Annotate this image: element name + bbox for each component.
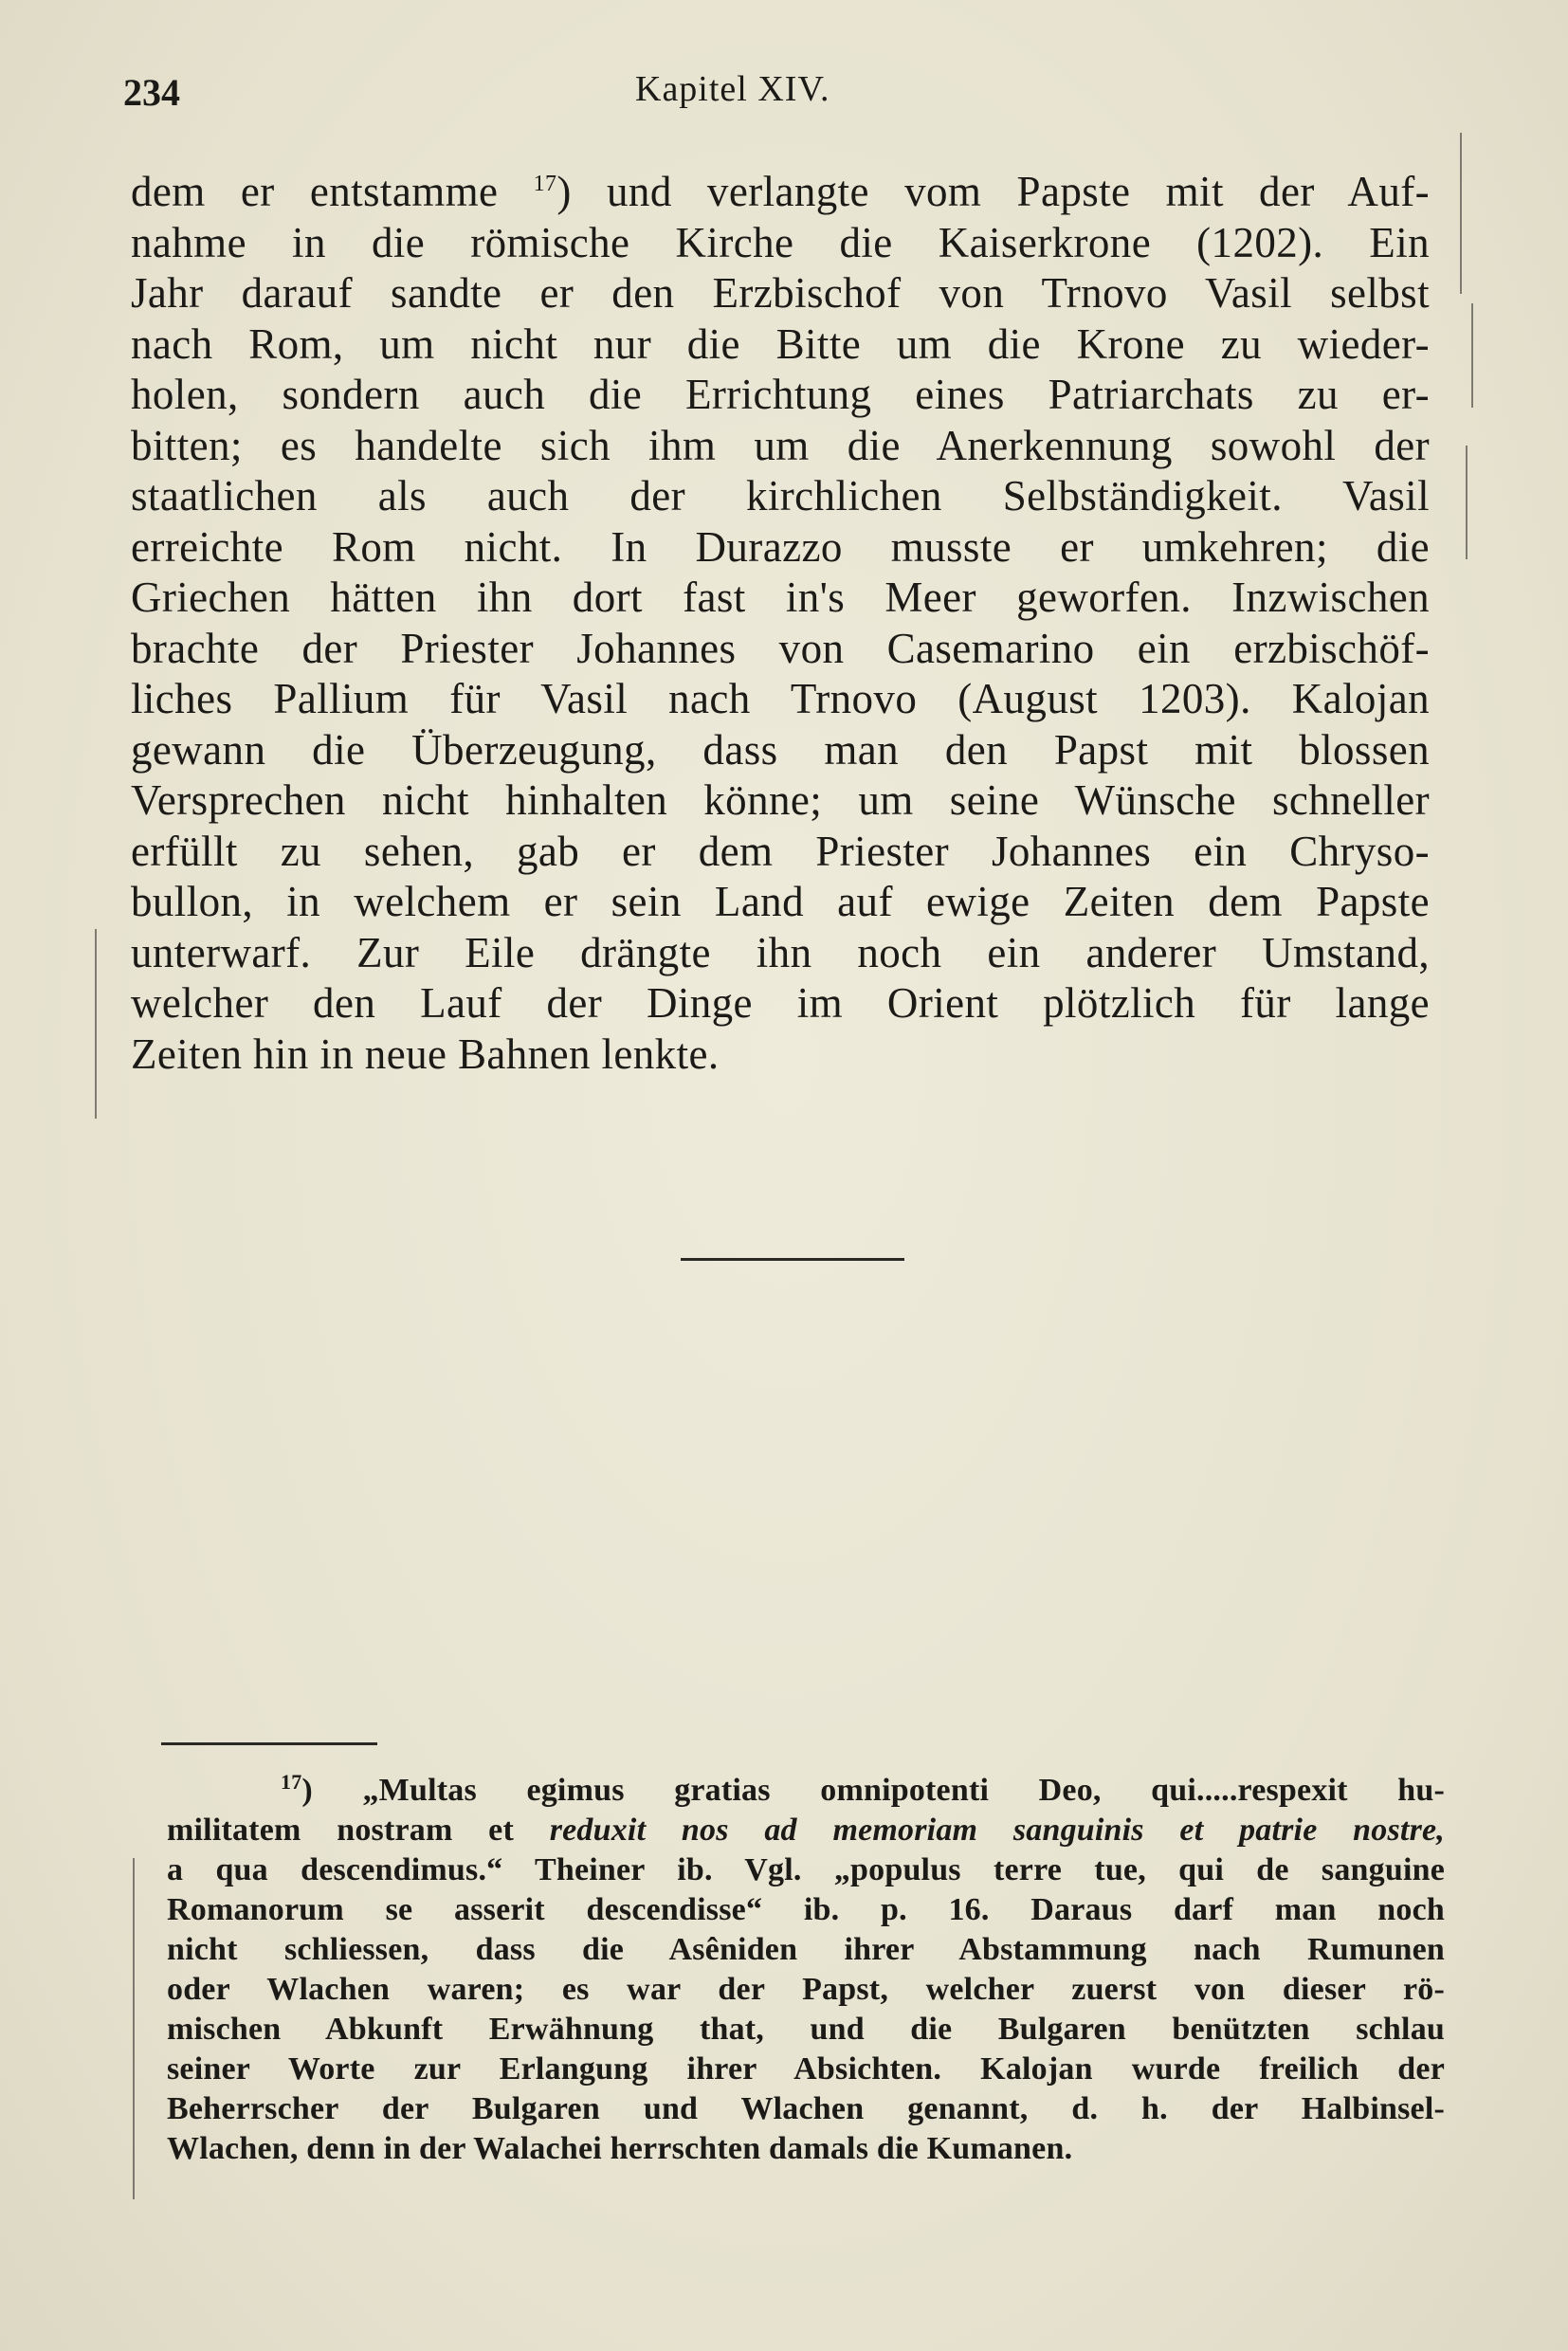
footnote-line: mischen Abkunft Erwähnung that, und die Bulgaren benützten schlau [167, 2012, 1445, 2047]
footnote-line: Romanorum se asserit descendisse“ ib. p. 16. Daraus darf man noch [167, 1892, 1445, 1927]
text-line: unterwarf. Zur Eile drängte ihn noch ein anderer Umstand, [131, 928, 1430, 976]
text-line: Zeiten hin in neue Bahnen lenkte. [131, 1030, 720, 1078]
section-divider [681, 1258, 904, 1261]
text-line: nahme in die römische Kirche die Kaiserkrone (1202). Ein [131, 218, 1430, 266]
scan-edge-mark [95, 929, 97, 1119]
page-number: 234 [123, 71, 180, 114]
scan-edge-mark [1460, 133, 1462, 294]
footnote-divider [161, 1742, 377, 1745]
text-line: erfüllt zu sehen, gab er dem Priester Johannes ein Chryso- [131, 827, 1430, 875]
text-line: bullon, in welchem er sein Land auf ewige Zeiten dem Papste [131, 878, 1430, 925]
footnote-line: Beherrscher der Bulgaren und Wlachen genannt, d. h. der Halbinsel- [167, 2091, 1445, 2126]
page-header [123, 57, 1479, 133]
running-title: Kapitel XIV. [635, 69, 830, 109]
footnote-marker: 17 [281, 1770, 302, 1794]
text-line: dem er entstamme $^{17}$) und verlangte vom Papste mit der Auf- [131, 168, 1431, 215]
text-line: Versprechen nicht hinhalten könne; um seine Wünsche schneller [131, 776, 1430, 824]
footnote-line: militatem nostram et reduxit nos ad memoriam sanguinis et patrie nostre, [167, 1813, 1445, 1848]
main-text [131, 167, 1430, 1080]
footnote-reference: 17 [533, 172, 557, 196]
text-line: holen, sondern auch die Errichtung eines Patriarchats zu er- [131, 371, 1430, 418]
text-line: brachte der Priester Johannes von Casemarino ein erzbischöf- [131, 624, 1430, 672]
scan-edge-mark [1466, 446, 1468, 559]
text-line: liches Pallium für Vasil nach Trnovo (August 1203). Kalojan [131, 675, 1430, 722]
text-line: Jahr darauf sandte er den Erzbischof von Trnovo Vasil selbst [131, 269, 1430, 317]
text-line: bitten; es handelte sich ihm um die Anerkennung sowohl der [131, 421, 1430, 469]
text-line: Griechen hätten ihn dort fast in's Meer geworfen. Inzwischen [131, 574, 1430, 621]
footnote-line: nicht schliessen, dass die Asêniden ihrer Abstammung nach Rumunen [167, 1932, 1445, 1967]
footnote-line: a qua descendimus.“ Theiner ib. Vgl. „populus terre tue, qui de sanguine [167, 1852, 1445, 1887]
footnote-line: $^{17}$) „Multas egimus gratias omnipotenti Deo, qui.....respexit hu- [281, 1770, 1445, 1808]
text-line: welcher den Lauf der Dinge im Orient plötzlich für lange [131, 979, 1430, 1027]
footnote [167, 1771, 1445, 2169]
text-line: staatlichen als auch der kirchlichen Selbständigkeit. Vasil [131, 472, 1430, 519]
footnote-line: seiner Worte zur Erlangung ihrer Absichten. Kalojan wurde freilich der [167, 2051, 1445, 2087]
text-line: gewann die Überzeugung, dass man den Papst mit blossen [131, 725, 1430, 774]
footnote-line: oder Wlachen waren; es war der Papst, welcher zuerst von dieser rö- [167, 1972, 1445, 2007]
scan-edge-mark [1471, 303, 1473, 408]
text-line: nach Rom, um nicht nur die Bitte um die Krone zu wieder- [131, 319, 1430, 368]
footnote-line: Wlachen, denn in der Walachei herrschten damals die Kumanen. [167, 2131, 1073, 2166]
scan-edge-mark [133, 1858, 135, 2199]
text-line: erreichte Rom nicht. In Durazzo musste er umkehren; die [131, 522, 1430, 571]
